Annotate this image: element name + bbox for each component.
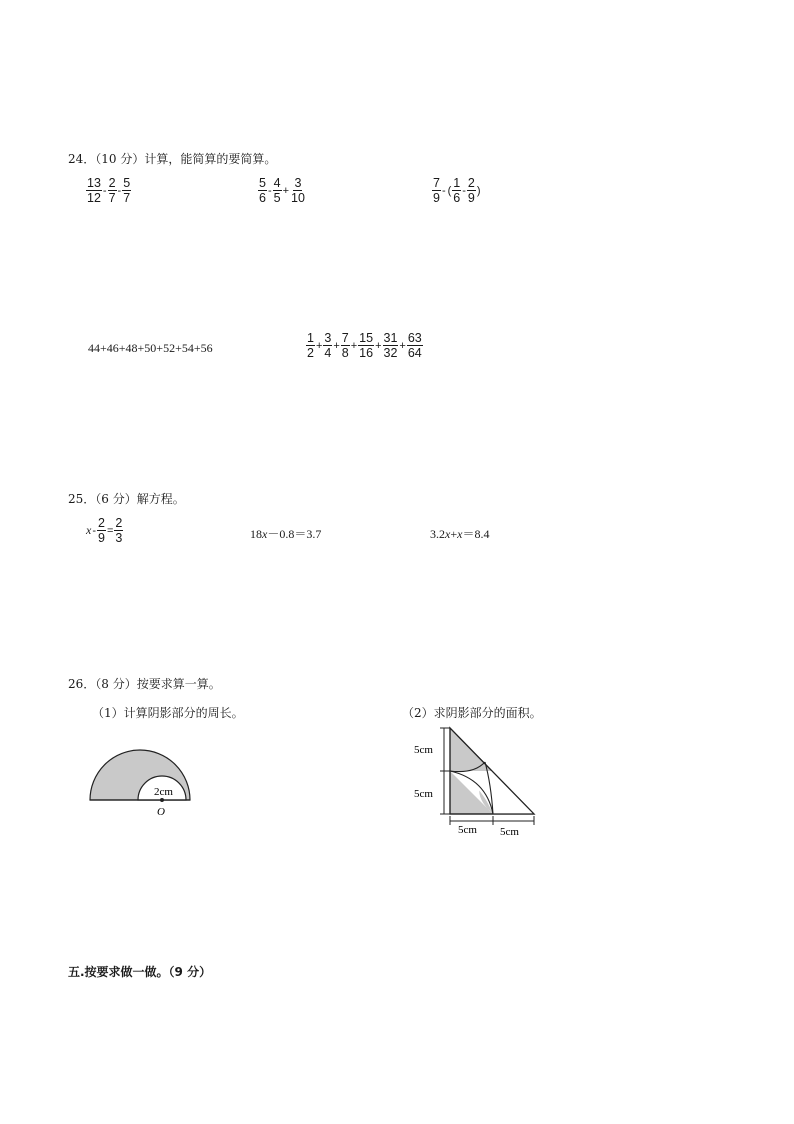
q25-equation-2: 18x－0.8＝3.7 [250, 527, 322, 541]
q25-title: 25．（6 分）解方程。 [68, 492, 185, 506]
left-bottom-length-label: 5cm [414, 788, 433, 800]
fraction: $\frac{4}{5}$ [273, 176, 281, 205]
fraction: $\frac{13}{12}$ [87, 176, 101, 205]
q24-expression-5: $\frac{1}{2}$ + $\frac{3}{4}$ + $\frac{7}{8}$ + $\frac{15}{16}$ + $\frac{31}{32}$ + $\frac{63}{64}$ [307, 331, 422, 360]
q24-expression-4: 44+46+48+50+52+54+56 [88, 341, 213, 355]
q25-equation-1: x - $\frac{2}{9}$ = $\frac{2}{3}$ [86, 516, 123, 545]
fraction: $\frac{1}{2}$ [307, 331, 314, 360]
q26-title: 26．（8 分）按要求算一算。 [68, 677, 221, 691]
center-point [160, 798, 164, 802]
triangle-figure [408, 724, 540, 844]
fraction: $\frac{31}{32}$ [383, 331, 398, 360]
fraction: $\frac{1}{6}$ [453, 176, 461, 205]
fraction: $\frac{2}{9}$ [467, 176, 475, 205]
fraction: $\frac{63}{64}$ [407, 331, 422, 360]
fraction: $\frac{7}{8}$ [341, 331, 349, 360]
fraction: $\frac{15}{16}$ [359, 331, 374, 360]
fraction: $\frac{3}{4}$ [324, 331, 332, 360]
q26-part2-text: （2）求阴影部分的面积。 [402, 706, 542, 720]
fraction: $\frac{2}{7}$ [108, 176, 116, 205]
q24-expression-2: $\frac{5}{6}$ - $\frac{4}{5}$ + $\frac{3}{10}$ [259, 176, 305, 205]
bottom-right-length-label: 5cm [500, 826, 519, 838]
fraction: $\frac{7}{9}$ [433, 176, 440, 205]
fraction: $\frac{3}{10}$ [291, 176, 305, 205]
semicircle-figure [84, 722, 196, 822]
q24-expression-1: $\frac{13}{12}$ - $\frac{2}{7}$ - $\frac{5}{7}$ [87, 176, 131, 205]
fraction: $\frac{5}{6}$ [259, 176, 266, 205]
fraction: $\frac{2}{3}$ [115, 516, 123, 545]
q26-part1-text: （1）计算阴影部分的周长。 [92, 706, 244, 720]
bottom-left-length-label: 5cm [458, 824, 477, 836]
section-5-title: 五.按要求做一做。（9 分） [68, 965, 212, 979]
fraction: $\frac{5}{7}$ [123, 176, 131, 205]
left-top-length-label: 5cm [414, 744, 433, 756]
q24-title: 24．（10 分）计算，能简算的要简算。 [68, 152, 277, 166]
inner-radius-label: 2cm [154, 786, 173, 798]
fraction: $\frac{2}{9}$ [98, 516, 105, 545]
center-label: O [157, 806, 165, 818]
q25-equation-3: 3.2x+x＝8.4 [430, 527, 490, 541]
q24-expression-3: $\frac{7}{9}$ - ( $\frac{1}{6}$ - $\frac{2}{9}$ ) [433, 176, 481, 205]
